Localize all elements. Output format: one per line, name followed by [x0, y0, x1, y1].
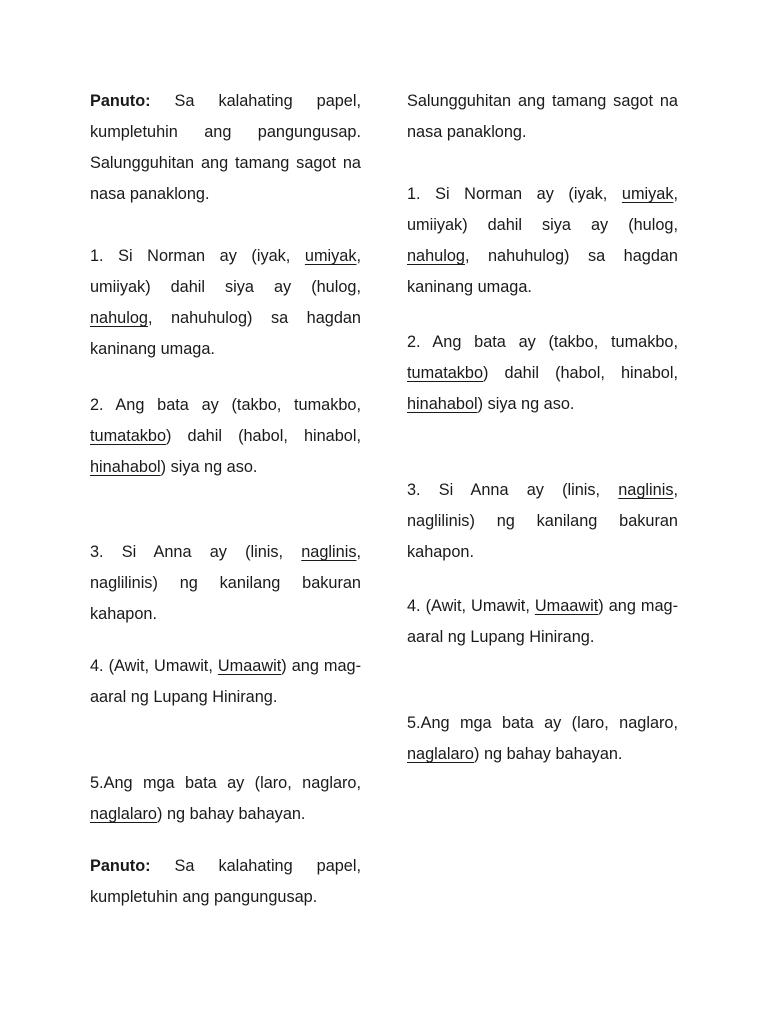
underlined-answer: umiyak [621, 185, 674, 203]
underlined-answer: tumatakbo [407, 364, 484, 382]
question-text: 4. (Awit, Umawit, [90, 657, 218, 675]
question-2 [407, 327, 678, 420]
right-column [407, 86, 678, 770]
question-text: , naglilinis) ng kanilang bakuran kahapon. [407, 481, 678, 561]
question-text: 1. Si Norman ay (iyak, [90, 247, 305, 265]
question-2 [90, 390, 361, 483]
question-text: ) dahil (habol, hinabol, [483, 364, 678, 382]
instruction-paragraph-repeat [90, 851, 361, 913]
question-3 [407, 475, 678, 568]
question-text: 5.Ang mga bata ay (laro, naglaro, [90, 774, 361, 792]
underlined-answer: Umaawit [534, 597, 599, 615]
question-text: 5.Ang mga bata ay (laro, naglaro, [407, 714, 678, 732]
question-text: 2. Ang bata ay (takbo, tumakbo, [407, 333, 678, 351]
instruction-text: Sa kalahating papel, kumpletuhin ang pangungusap. Salungguhitan ang tamang sagot na nasa panaklong. [90, 92, 361, 203]
question-text: ) ng bahay bahayan. [157, 805, 306, 823]
instruction-text: Sa kalahating papel, kumpletuhin ang pangungusap. [90, 857, 361, 906]
underlined-answer: naglalaro [90, 805, 157, 823]
question-text: ) dahil (habol, hinabol, [166, 427, 361, 445]
question-text: , naglilinis) ng kanilang bakuran kahapon. [90, 543, 361, 623]
question-text: 4. (Awit, Umawit, [407, 597, 535, 615]
underlined-answer: nahulog [407, 247, 465, 265]
question-text: , umiiyak) dahil siya ay (hulog, [90, 247, 361, 296]
left-column [90, 86, 361, 913]
underlined-answer: naglalaro [407, 745, 474, 763]
underlined-answer: naglinis [301, 543, 357, 561]
question-text: 3. Si Anna ay (linis, [407, 481, 619, 499]
question-3 [90, 537, 361, 630]
question-text: ) siya ng aso. [160, 458, 258, 476]
question-text: 3. Si Anna ay (linis, [90, 543, 302, 561]
question-1 [407, 179, 678, 303]
underlined-answer: Umaawit [217, 657, 282, 675]
question-text: 1. Si Norman ay (iyak, [407, 185, 622, 203]
question-1 [90, 241, 361, 365]
underlined-answer: naglinis [618, 481, 674, 499]
question-text: ) ng bahay bahayan. [474, 745, 623, 763]
underlined-answer: hinahabol [90, 458, 161, 476]
underlined-answer: nahulog [90, 309, 148, 327]
question-text: , nahuhulog) sa hagdan kaninang umaga. [407, 247, 678, 296]
question-text: , umiiyak) dahil siya ay (hulog, [407, 185, 678, 234]
instruction-paragraph [90, 86, 361, 210]
question-5 [407, 708, 678, 770]
question-4 [407, 591, 678, 653]
question-4 [90, 651, 361, 713]
underlined-answer: umiyak [304, 247, 357, 265]
underlined-answer: hinahabol [407, 395, 478, 413]
underlined-answer: tumatakbo [90, 427, 167, 445]
question-text: ) ang mag-aaral ng Lupang Hinirang. [90, 657, 362, 706]
question-text: ) siya ng aso. [477, 395, 575, 413]
question-text: 2. Ang bata ay (takbo, tumakbo, [90, 396, 361, 414]
instruction-label: Panuto: [90, 857, 151, 875]
question-5 [90, 768, 361, 830]
question-text: , nahuhulog) sa hagdan kaninang umaga. [90, 309, 361, 358]
instruction-continued: Salungguhitan ang tamang sagot na nasa panaklong. [407, 92, 678, 141]
question-text: ) ang mag-aaral ng Lupang Hinirang. [407, 597, 679, 646]
instruction-label: Panuto: [90, 92, 151, 110]
